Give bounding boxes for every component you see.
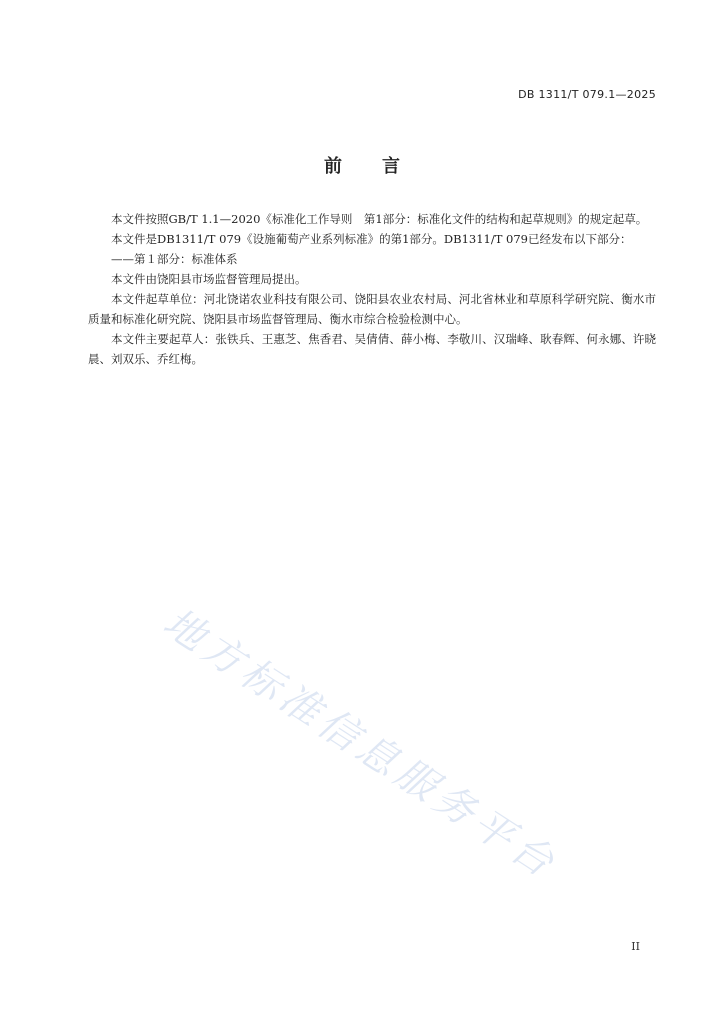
foreword-body bbox=[88, 209, 656, 369]
document-id: DB 1311/T 079.1—2025 bbox=[518, 88, 656, 101]
page-number: II bbox=[631, 940, 640, 953]
title-char-1: 前 bbox=[324, 156, 342, 177]
paragraph-drafters: 本文件主要起草人：张铁兵、王惠芝、焦香君、吴倩倩、薛小梅、李敬川、汉瑞峰、耿春辉、何永娜、许晓晨、刘双乐、乔红梅。 bbox=[88, 332, 656, 366]
page-title bbox=[0, 152, 724, 178]
paragraph-drafting-units: 本文件起草单位：河北饶诺农业科技有限公司、饶阳县农业农村局、河北省林业和草原科学研究院、衡水市质量和标准化研究院、饶阳县市场监督管理局、衡水市综合检验检测中心。 bbox=[88, 292, 656, 326]
paragraph-series: 本文件是DB1311/T 079《设施葡萄产业系列标准》的第1部分。DB1311/T 079已经发布以下部分： bbox=[111, 232, 632, 246]
watermark: 地方标准信息服务平台 bbox=[155, 599, 566, 889]
title-char-2: 言 bbox=[382, 156, 400, 177]
paragraph-drafting-rule: 本文件按照GB/T 1.1—2020《标准化工作导则 第1部分：标准化文件的结构和起草规则》的规定起草。 bbox=[111, 212, 648, 226]
paragraph-proposer: 本文件由饶阳县市场监督管理局提出。 bbox=[111, 272, 307, 286]
paragraph-part-list: ——第１部分：标准体系 bbox=[111, 252, 238, 266]
